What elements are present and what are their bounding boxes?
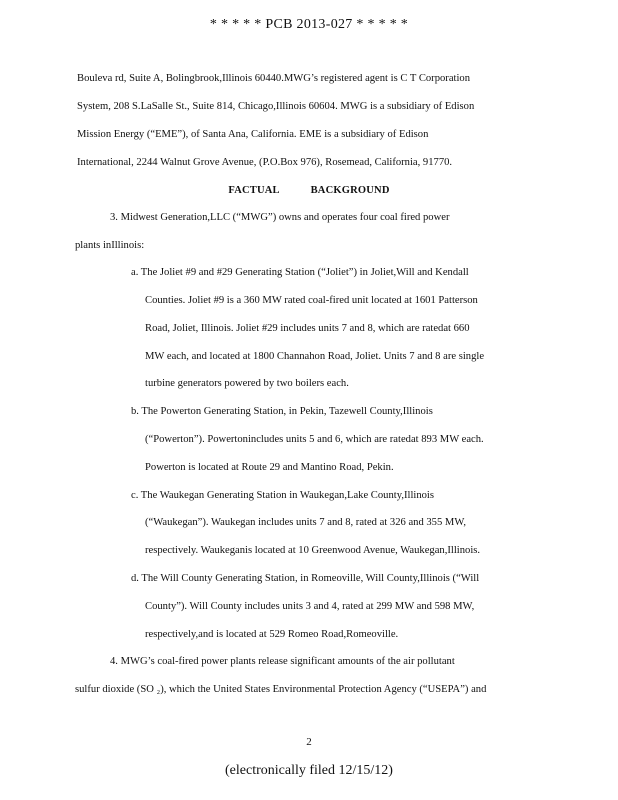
list-item-line: respectively,and is located at 529 Romeo Road,Romeoville.: [145, 629, 399, 640]
list-item-line: c. The Waukegan Generating Station in Waukegan,Lake County,Illinois: [131, 490, 434, 501]
body-line: plants inIllinois:: [75, 240, 145, 251]
body-line: 3. Midwest Generation,LLC (“MWG”) owns and operates four coal fired power: [110, 212, 450, 223]
list-item-line: Powerton is located at Route 29 and Mantino Road, Pekin.: [145, 462, 394, 473]
list-item-line: turbine generators powered by two boilers each.: [145, 378, 349, 389]
page-number: 2: [306, 736, 312, 748]
page-header: * * * * * PCB 2013-027 * * * * *: [209, 17, 409, 32]
list-item-line: a. The Joliet #9 and #29 Generating Station (“Joliet”) in Joliet,Will and Kendall: [131, 267, 469, 278]
body-line: System, 208 S.LaSalle St., Suite 814, Chicago,Illinois 60604. MWG is a subsidiary of Edison: [77, 101, 475, 112]
list-item-line: Counties. Joliet #9 is a 360 MW rated coal-fired unit located at 1601 Patterson: [145, 295, 478, 306]
heading-word: BACKGROUND: [310, 185, 390, 196]
list-item-line: (“Powerton”). Powertonincludes units 5 and 6, which are ratedat 893 MW each.: [145, 434, 484, 445]
list-item-line: MW each, and located at 1800 Channahon Road, Joliet. Units 7 and 8 are single: [145, 351, 485, 362]
list-item-line: b. The Powerton Generating Station, in Pekin, Tazewell County,Illinois: [131, 406, 433, 417]
list-item-line: Road, Joliet, Illinois. Joliet #29 includes units 7 and 8, which are ratedat 660: [145, 323, 470, 334]
list-item-line: respectively. Waukeganis located at 10 Greenwood Avenue, Waukegan,Illinois.: [145, 545, 481, 556]
filing-footer: (electronically filed 12/15/12): [225, 763, 393, 778]
list-item-line: County”). Will County includes units 3 and 4, rated at 299 MW and 598 MW,: [145, 601, 475, 612]
heading-word: FACTUAL: [228, 185, 280, 196]
body-line: sulfur dioxide (SO ₂), which the United States Environmental Protection Agency (“USEPA”) and: [75, 684, 487, 695]
list-item-line: (“Waukegan”). Waukegan includes units 7 and 8, rated at 326 and 355 MW,: [145, 517, 467, 528]
list-item-line: d. The Will County Generating Station, in Romeoville, Will County,Illinois (“Will: [131, 573, 480, 584]
body-line: International, 2244 Walnut Grove Avenue, (P.O.Box 976), Rosemead, California, 91770.: [77, 157, 453, 168]
body-line: Bouleva rd, Suite A, Bolingbrook,Illinois 60440.MWG’s registered agent is C T Corporation: [77, 73, 471, 84]
section-heading: [0, 185, 618, 196]
body-line: Mission Energy (“EME”), of Santa Ana, California. EME is a subsidiary of Edison: [77, 129, 429, 140]
body-line: 4. MWG’s coal-fired power plants release significant amounts of the air pollutant: [110, 656, 455, 667]
